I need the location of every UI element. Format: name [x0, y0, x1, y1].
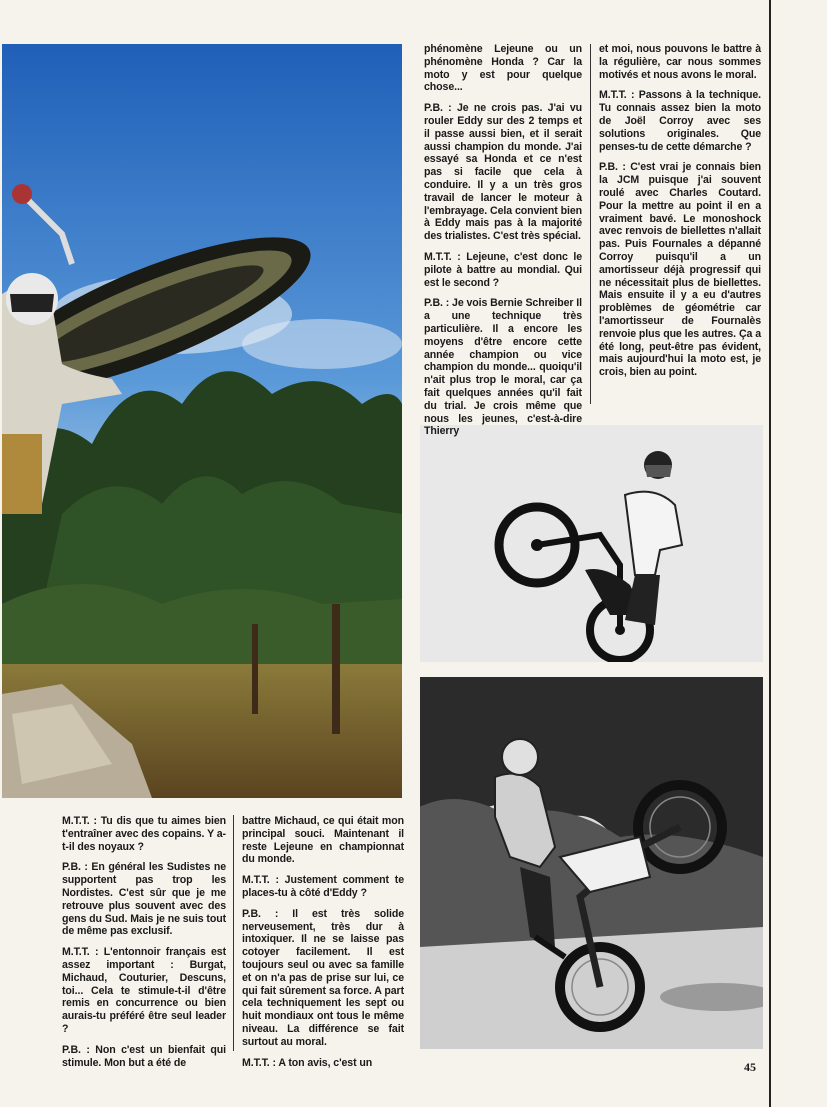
column-rule [590, 44, 591, 404]
column-rule [233, 815, 234, 1051]
paragraph: P.B. : Je ne crois pas. J'ai vu rouler Eddy sur des 2 temps et il passe aussi bien, et il serait aussi champion du monde. J'ai essayé sa Honda et ce n'est pas si facile que cela à conduire. Il y a un très gros travail de lancer le moteur à l'embrayage. Cela convient bien à Eddy mais pas à la majorité des trialistes. C'est très spécial. [424, 102, 582, 243]
paragraph: P.B. : Je vois Bernie Schreiber Il a une technique très particulière. Il a encore les moyens d'être encore cette année champion ou vice champion du monde... quoiqu'il n'ait plus trop le moral, car ça fait quelques années qu'il fait du trial. Je crois même que nous les jeunes, c'est-à-dire Thierry [424, 297, 582, 438]
paragraph: M.T.T. : Tu dis que tu aimes bien t'entraîner avec des copains. Y a-t-il des noyaux ? [62, 815, 226, 853]
text-column-bottom-2 [242, 815, 404, 1069]
text-column-bottom-1 [62, 815, 226, 1069]
paragraph: M.T.T. : Lejeune, c'est donc le pilote à battre au mondial. Qui est le second ? [424, 250, 582, 289]
bw-photo-bottom [420, 677, 763, 1049]
paragraph: P.B. : C'est vrai je connais bien la JCM puisque j'ai souvent roulé avec Charles Coutard. Pour la mettre au point il en a vraiment bavé. Le monoshock avec renvois de biellettes n'allait pas. Puis Fournales a dépanné Corroy puisqu'il a un amortisseur déjà progressif qui ne nécessitait plus de biellettes. Mais ensuite il y a eu d'autres problèmes de géométrie car l'amortisseur de Fournalès renvoie plus que les autres. Ça a été long, peut-être pas évident, mais aujourd'hui la moto est, je crois, bien au point. [599, 161, 761, 379]
paragraph: M.T.T. : Passons à la technique. Tu connais assez bien la moto de Joël Corroy avec ses solutions originales. Que penses-tu de cette démarche ? [599, 89, 761, 153]
paragraph: P.B. : Non c'est un bienfait qui stimule. Mon but a été de [62, 1043, 226, 1069]
paragraph: P.B. : Il est très solide nerveusement, très dur à intoxiquer. Il ne se laisse pas cotoyer facilement. Il est toujours seul ou avec sa famille et on n'a pas de prise sur lui, ce qui fait sûrement sa force. A part cela techniquement les sept ou huit mondiaux ont tous le même niveau. La différence se fait surtout au moral. [242, 907, 404, 1048]
page-number: 45 [744, 1060, 756, 1074]
main-color-photo [2, 44, 402, 798]
text-column-top-2 [599, 43, 761, 379]
paragraph: battre Michaud, ce qui était mon principal souci. Maintenant il reste Lejeune en championnat du monde. [242, 815, 404, 866]
text-column-top-1 [424, 43, 582, 438]
paragraph: M.T.T. : A ton avis, c'est un [242, 1056, 373, 1069]
paragraph: P.B. : En général les Sudistes ne supportent pas trop les Nordistes. C'est sûr que je me retrouve plus souvent avec des gens du Sud. Mais je ne suis tout de même pas exclusif. [62, 861, 226, 938]
paragraph: phénomène Lejeune ou un phénomène Honda ? Car la moto y est pour quelque chose... [424, 43, 582, 94]
page-edge-rule [769, 0, 771, 1107]
bw-photo-top [420, 425, 763, 662]
paragraph: M.T.T. : Justement comment te places-tu à côté d'Eddy ? [242, 874, 404, 899]
paragraph: M.T.T. : L'entonnoir français est assez important : Burgat, Michaud, Couturier, Descuns, toi... Cela te stimule-t-il d'être remis en concurrence ou bien aurais-tu préféré être seul leader ? [62, 946, 226, 1035]
paragraph: et moi, nous pouvons le battre à la régulière, car nous sommes motivés et nous avons le moral. [599, 43, 761, 81]
